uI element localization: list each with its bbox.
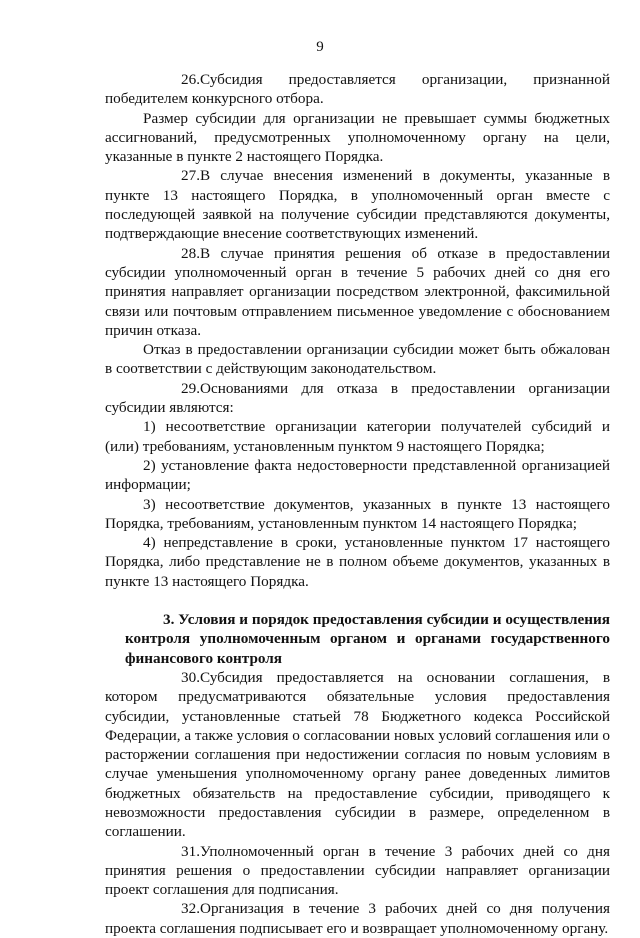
paragraph-number: 29. xyxy=(181,379,200,397)
paragraph-number: 32. xyxy=(181,900,200,918)
list-item-3 xyxy=(105,495,610,534)
paragraph-29 xyxy=(105,379,610,418)
paragraph-text: Уполномоченный орган в течение 3 рабочих дней со дня принятия решения о предоставлении субсидии направляет организации проект соглашения для подписания. xyxy=(105,842,610,899)
paragraphs-after-heading xyxy=(105,668,610,938)
paragraph-32 xyxy=(105,899,610,938)
paragraph-26 xyxy=(105,70,610,109)
list-item-4 xyxy=(105,533,610,591)
paragraph-30 xyxy=(105,668,610,842)
list-item-text: 4) непредставление в сроки, установленные пунктом 17 настоящего Порядка, либо представление не в полном объеме документов, указанных в пункте 13 настоящего Порядка. xyxy=(105,534,610,590)
paragraph-text: В случае внесения изменений в документы, указанные в пункте 13 настоящего Порядка, в уполномоченный орган вместе с последующей заявкой на получение субсидии представляются документы, подтверждающие внесение соответствующих изменений. xyxy=(105,167,610,243)
list-item-2 xyxy=(105,456,610,495)
paragraph-text: Организация в течение 3 рабочих дней со дня получения проекта соглашения подписывает его и возвращает уполномоченному органу. xyxy=(105,900,610,937)
list-item-1 xyxy=(105,417,610,456)
list-item-text: 3) несоответствие документов, указанных в пункте 13 настоящего Порядка, требованиям, установленным пунктом 14 настоящего Порядка; xyxy=(105,495,610,532)
document-body xyxy=(105,70,610,938)
paragraph-text: Субсидия предоставляется организации, признанной победителем конкурсного отбора. xyxy=(105,71,610,108)
page-number: 9 xyxy=(316,39,324,55)
paragraph-number: 28. xyxy=(181,244,200,262)
paragraph-number: 26. xyxy=(181,71,200,88)
paragraph-27 xyxy=(105,166,610,243)
section-heading: 3. Условия и порядок предоставления субсидии и осуществления контроля уполномоченным органом и органами государственного финансового контроля xyxy=(125,611,610,667)
paragraph-28-continued xyxy=(105,340,610,379)
paragraph-text: Размер субсидии для организации не превышает суммы бюджетных ассигнований, предусмотренных уполномоченному органу на цели, указанные в пункте 2 настоящего Порядка. xyxy=(105,109,610,166)
paragraph-text: Отказ в предоставлении организации субсидии может быть обжалован в соответствии с действующим законодательством. xyxy=(105,341,610,378)
paragraph-28 xyxy=(105,244,610,340)
paragraph-31 xyxy=(105,842,610,900)
paragraph-text: Субсидия предоставляется на основании соглашения, в котором предусматриваются обязательные условия предоставления субсидии, установленные статьей 78 Бюджетного кодекса Российской Федерации, а также условия о согласовании новых условий соглашения или о расторжении соглашения при недостижении согласия по новым условиям в случае уменьшения уполномоченному органу ранее доведенных лимитов бюджетных обязательств на предоставление субсидии, приводящего к невозможности предоставления субсидии в размере, определенном в соглашении. xyxy=(105,668,610,841)
paragraph-number: 27. xyxy=(181,167,200,185)
paragraph-26-continued xyxy=(105,109,610,167)
list-item-text: 1) несоответствие организации категории получателей субсидий и (или) требованиям, установленным пунктом 9 настоящего Порядка; xyxy=(105,418,610,455)
paragraph-number: 30. xyxy=(181,668,200,686)
paragraph-number: 31. xyxy=(181,842,200,860)
paragraphs-before-heading xyxy=(105,70,610,591)
paragraph-text: Основаниями для отказа в предоставлении организации субсидии являются: xyxy=(105,379,610,417)
section-spacer xyxy=(105,591,610,610)
paragraph-text: В случае принятия решения об отказе в предоставлении субсидии уполномоченный орган в течение 5 рабочих дней со дня его принятия направляет организации посредством электронной, факсимильной связи или почтовым отправлением письменное уведомление с обоснованием причин отказа. xyxy=(105,244,610,339)
list-item-text: 2) установление факта недостоверности представленной организацией информации; xyxy=(105,456,610,494)
